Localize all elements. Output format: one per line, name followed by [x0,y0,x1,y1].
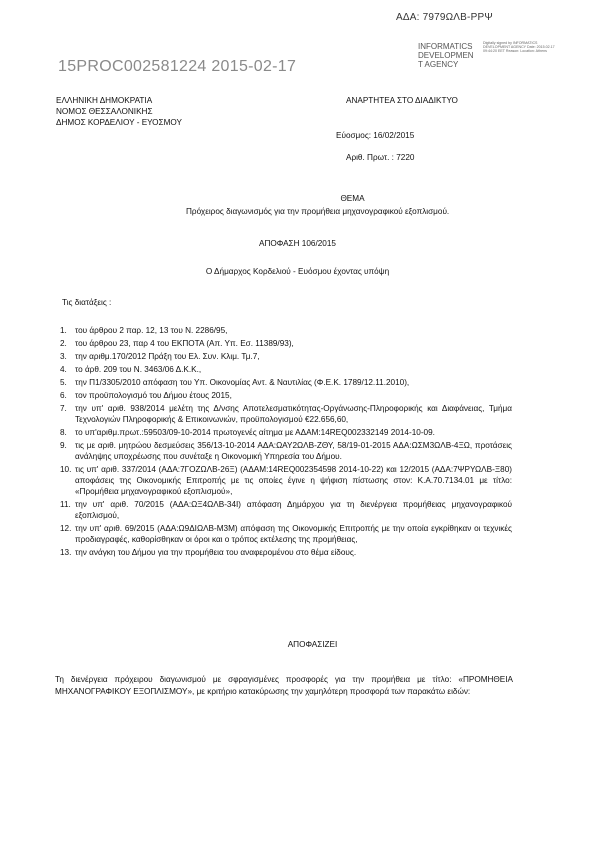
digital-signature-details: Digitally signed by INFORMATICS DEVELOPMENT AGENCY Date: 2015.02.17 09:44:20 EET Reason: Location: Athens [483,41,555,54]
document-date: Εύοσμος: 16/02/2015 [336,131,415,140]
list-item-number: 9. [60,441,67,450]
list-item-number: 12. [60,524,72,533]
subject-text: Πρόχειρος διαγωνισμός για την προμήθεια μηχανογραφικού εξοπλισμού. [186,207,450,216]
list-item-number: 13. [60,548,72,557]
list-item-text: τον προϋπολογισμό του Δήμου έτους 2015, [75,391,232,400]
list-item [60,523,512,545]
list-item-text: τις με αριθ. μητρώου δεσμεύσεις 356/13-10-2014 ΑΔΑ:ΩΑΥ2ΩΛΒ-ΖΘΥ, 58/19-01-2015 ΑΔΑ:ΩΣΜ3ΩΛΒ-4ΞΩ, προτάσεις ανάληψης υποχρέωσης που συνέταξε η Οικονομική Υπηρεσία του Δήμου. [75,441,512,461]
list-item-number: 4. [60,365,67,374]
list-item [60,390,512,401]
list-item-text: την υπ' αριθ. 938/2014 μελέτη της Δ/νσης Αποτελεσματικότητας-Οργάνωσης-Πληροφορικής και Διαφάνειας, Τμήμα Τεχνολογιών Πληροφορικής & Επικοινωνιών, προϋπολογισμού €22.656,60, [75,404,512,424]
list-item-number: 11. [60,500,71,509]
subject-heading: ΘΕΜΑ [340,194,365,203]
list-item-text: την υπ' αριθ. 69/2015 (ΑΔΑ:Ω9ΔΙΩΛΒ-Μ3Μ) απόφαση της Οικονομικής Επιτροπής με την οποία εγκρίθηκαν οι τεχνικές προδιαγραφές, καθορίσθηκαν οι όροι και ο τρόπος εκτέλεσης της προμήθειας, [75,524,512,544]
list-item [60,403,512,425]
list-item [60,440,512,462]
decision-title: ΑΠΟΦΑΣΗ 106/2015 [259,239,336,248]
list-item-text: του άρθρου 23, παρ 4 του ΕΚΠΟΤΑ (Απ. Υπ. Εσ. 11389/93), [75,339,294,348]
list-item-number: 7. [60,404,67,413]
list-item [60,427,512,438]
list-item-text: την Π1/3305/2010 απόφαση του Υπ. Οικονομίας Αντ. & Ναυτιλίας (Φ.Ε.Κ. 1789/12.11.2010), [75,378,410,387]
list-item-number: 1. [60,326,67,335]
list-item-number: 3. [60,352,67,361]
publish-online-note: ΑΝΑΡΤΗΤΕΑ ΣΤΟ ΔΙΑΔΙΚΤΥΟ [346,96,458,105]
protocol-number: Αριθ. Πρωτ. : 7220 [346,153,415,162]
digital-signature-name: INFORMATICS DEVELOPMEN T AGENCY [418,42,474,69]
mayor-statement: Ο Δήμαρχος Κορδελιού - Ευόσμου έχοντας υπόψη [205,267,390,276]
list-item-text: την αριθμ.170/2012 Πράξη του Ελ. Συν. Κλιμ. Τμ.7, [75,352,260,361]
list-item [60,325,512,336]
issuer-header [56,95,182,128]
issuer-line-prefecture: ΝΟΜΟΣ ΘΕΣΣΑΛΟΝΙΚΗΣ [56,107,153,116]
list-item [60,547,512,558]
list-item [60,351,512,362]
ada-code: ΑΔΑ: 7979ΩΛΒ-ΡΡΨ [396,12,493,23]
list-item [60,364,512,375]
list-item-number: 5. [60,378,67,387]
list-item-number: 8. [60,428,67,437]
list-item-text: την ανάγκη του Δήμου για την προμήθεια του αναφερομένου στο θέμα είδους. [75,548,357,557]
protocol-stamp: 15PROC002581224 2015-02-17 [58,58,297,75]
decides-heading: ΑΠΟΦΑΣΙΖΕΙ [287,640,338,649]
list-item-text: του άρθρου 2 παρ. 12, 13 του Ν. 2286/95, [75,326,228,335]
list-item [60,464,512,497]
list-item-number: 10. [60,465,72,474]
provisions-label: Τις διατάξεις : [62,298,112,307]
list-item-number: 2. [60,339,67,348]
list-item-text: την υπ' αριθ. 70/2015 (ΑΔΑ:ΩΞ4ΩΛΒ-34Ι) απόφαση Δημάρχου για τη διενέργεια προμήθειας μηχανογραφικού εξοπλισμού, [75,500,512,520]
list-item-text: το άρθ. 209 του Ν. 3463/06 Δ.Κ.Κ., [75,365,202,374]
list-item [60,377,512,388]
issuer-line-country: ΕΛΛΗΝΙΚΗ ΔΗΜΟΚΡΑΤΙΑ [56,96,153,105]
provisions-list [60,325,512,560]
list-item [60,499,512,521]
decision-body-text: Τη διενέργεια πρόχειρου διαγωνισμού με σφραγισμένες προσφορές για την προμήθεια με τίτλο: «ΠΡΟΜΗΘΕΙΑ ΜΗΧΑΝΟΓΡΑΦΙΚΟΥ ΕΞΟΠΛΙΣΜΟΥ», με κριτήριο κατακύρωσης την χαμηλότερη προσφορά των παρακάτω ειδών: [55,675,513,696]
list-item [60,338,512,349]
issuer-line-municipality: ΔΗΜΟΣ ΚΟΡΔΕΛΙΟΥ - ΕΥΟΣΜΟΥ [56,118,182,127]
list-item-text: τις υπ' αριθ. 337/2014 (ΑΔΑ:7ΓΟΖΩΛΒ-26Ξ) (ΑΔΑΜ:14REQ002354598 2014-10-22) και 12/2015 (ΑΔΑ:7ΨΡΥΩΛΒ-Ξ80) αποφάσεις της Οικονομικής Επιτροπής με τις οποίες έγινε η ψήφιση πίστωσης στον: Κ.Α.70.7134.01 με τίτλο: «Προμήθεια μηχανογραφικού εξοπλισμού», [75,465,512,496]
list-item-number: 6. [60,391,67,400]
list-item-text: το υπ'αριθμ.πρωτ.:59503/09-10-2014 πρωτογενές αίτημα με ΑΔΑΜ:14REQ002332149 2014-10-09. [75,428,435,437]
